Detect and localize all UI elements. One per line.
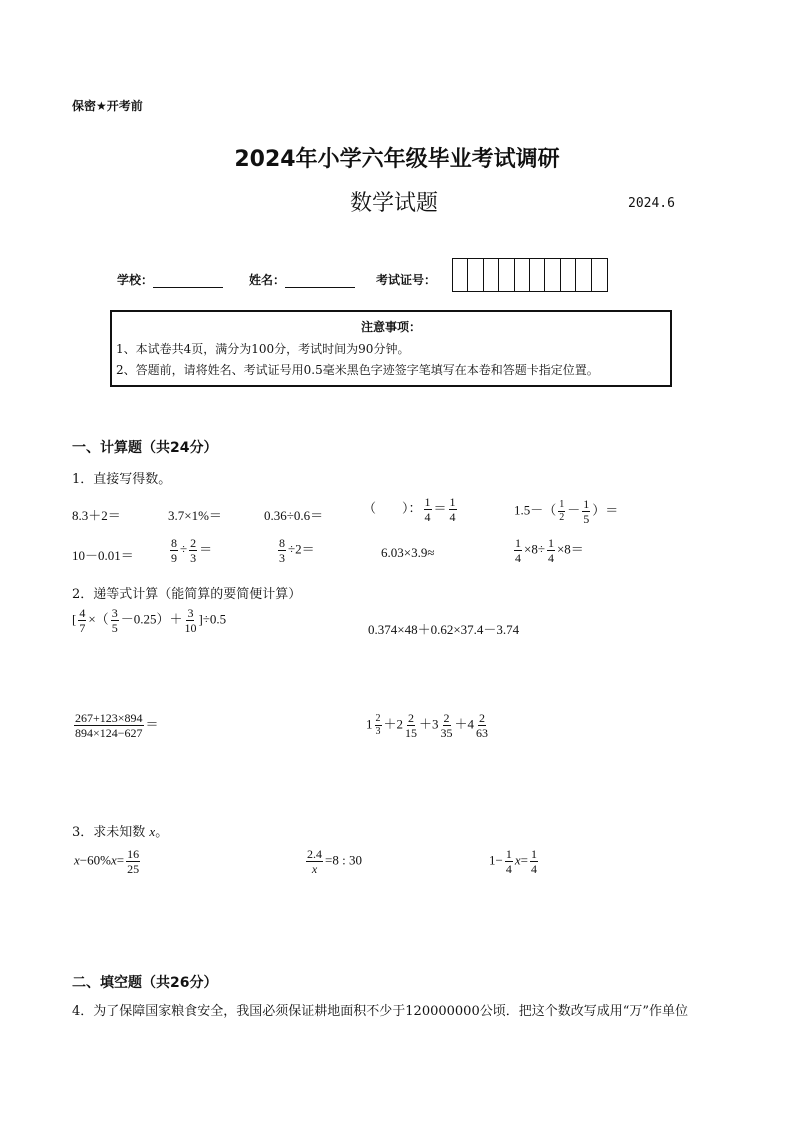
calc-2b: $\frac{8}{9}$ ÷ $\frac{2}{3}$ ＝ (171, 536, 213, 565)
fraction: $\frac{2}{3}$ (190, 536, 197, 565)
section-1-title: 一、计算题（共24分） (72, 440, 218, 456)
exam-id-label: 考试证号： (376, 273, 437, 287)
fraction: $\frac{1}{4}$ (424, 495, 431, 524)
fraction: $\frac{2.4}{x}$ (307, 847, 322, 876)
fraction: $\frac{1}{4}$ (515, 536, 521, 565)
exam-id-grid[interactable] (452, 258, 608, 292)
notice-line-2: 2、答题前，请将姓名、考试证号用0.5毫米黑色字迹签字笔填写在本卷和答题卡指定位置。 (116, 363, 599, 377)
name-blank[interactable] (285, 275, 355, 288)
confidential-mark: 保密★开考前 (72, 99, 143, 113)
fraction: $\frac{16}{25}$ (127, 847, 140, 876)
equation-2: $\frac{2.4}{x}$ =8 : 30 (307, 847, 362, 876)
section-2-title: 二、填空题（共26分） (72, 975, 218, 991)
school-label: 学校： (117, 273, 154, 287)
exam-id-cell[interactable] (561, 259, 576, 291)
fraction: $\frac{8}{3}$ (279, 536, 285, 565)
exam-title: 2024年小学六年级毕业考试调研 (234, 147, 560, 172)
question-2: 2．递等式计算（能简算的要简便计算） (72, 587, 302, 602)
expression-2: 0.374×48＋0.62×37.4－3.74 (368, 622, 520, 637)
school-blank[interactable] (153, 275, 223, 288)
fraction: $\frac{8}{9}$ (171, 536, 177, 565)
calc-1d-prefix: （ ）： (363, 500, 422, 516)
fraction: $\frac{267+123\times 894}{894\times 124-627}$ (75, 711, 143, 740)
name-field[interactable] (249, 271, 355, 288)
equation-3: 1− $\frac{1}{4}$ x= $\frac{1}{4}$ (489, 847, 537, 876)
fraction: $\frac{2}{35}$ (440, 711, 453, 740)
expression-3: $\frac{267+123\times 894}{894\times 124-627}$ ＝ (75, 711, 159, 740)
calc-2a: 10－0.01＝ (72, 548, 134, 563)
fraction: $\frac{1}{4}$ (547, 536, 554, 565)
expression-4: 1 $\frac{2}{3}$ ＋2 $\frac{2}{15}$ ＋3 $\frac{2}{35}$ ＋4 $\frac{2}{63}$ (366, 711, 489, 740)
calc-2d: 6.03×3.9≈ (381, 545, 435, 560)
exam-id-cell[interactable] (545, 259, 560, 291)
fraction: $\frac{1}{2}$ (559, 499, 565, 523)
question-4: 4．为了保障国家粮食安全，我国必须保证耕地面积不少于120000000公顷．把这个数改写成用“万”作单位 (72, 1004, 689, 1019)
exam-id-cell[interactable] (515, 259, 530, 291)
equation-1: x−60%x= $\frac{16}{25}$ (74, 847, 140, 876)
question-1: 1．直接写得数。 (72, 472, 172, 487)
exam-date: 2024.6 (628, 196, 675, 211)
exam-id-cell[interactable] (499, 259, 514, 291)
notice-box (110, 310, 672, 387)
calc-1b: 3.7×1%＝ (168, 508, 222, 523)
question-3: 3．求未知数 x。 (72, 824, 169, 840)
school-field[interactable] (117, 271, 223, 288)
fraction: $\frac{2}{15}$ (405, 711, 418, 740)
exam-id-cell[interactable] (530, 259, 545, 291)
notice-title: 注意事项： (360, 320, 421, 334)
exam-subtitle: 数学试题 (350, 191, 439, 216)
fraction: $\frac{3}{5}$ (111, 606, 118, 635)
fraction: $\frac{1}{4}$ (505, 847, 512, 876)
fraction: $\frac{2}{3}$ (375, 713, 381, 737)
exam-id-cell[interactable] (453, 259, 468, 291)
calc-1e: 1.5－（ $\frac{1}{2}$ － $\frac{1}{5}$ ）＝ (514, 497, 619, 526)
fraction: $\frac{2}{63}$ (476, 711, 489, 740)
fraction: $\frac{1}{5}$ (583, 497, 590, 526)
calc-1c: 0.36÷0.6＝ (264, 508, 324, 523)
exam-id-cell[interactable] (576, 259, 591, 291)
calc-2e: $\frac{1}{4}$ ×8÷ $\frac{1}{4}$ ×8＝ (515, 536, 584, 565)
fraction: $\frac{1}{4}$ (449, 495, 456, 524)
exam-id-cell[interactable] (484, 259, 499, 291)
calc-1d: （ ）： $\frac{1}{4}$ ＝ $\frac{1}{4}$ (363, 495, 456, 524)
fraction: $\frac{3}{10}$ (184, 606, 197, 635)
exam-id-cell[interactable] (592, 259, 607, 291)
name-label: 姓名： (249, 273, 286, 287)
expression-1: [ $\frac{4}{7}$ ×（ $\frac{3}{5}$ －0.25）＋ $\frac{3}{10}$ ]÷0.5 (72, 606, 227, 635)
fraction: $\frac{1}{4}$ (530, 847, 537, 876)
notice-line-1: 1、本试卷共4页，满分为100分，考试时间为90分钟。 (116, 342, 410, 356)
exam-id-cell[interactable] (468, 259, 483, 291)
calc-2c: $\frac{8}{3}$ ÷2＝ (279, 536, 315, 565)
fraction: $\frac{4}{7}$ (79, 606, 86, 635)
calc-1a: 8.3＋2＝ (72, 508, 121, 523)
